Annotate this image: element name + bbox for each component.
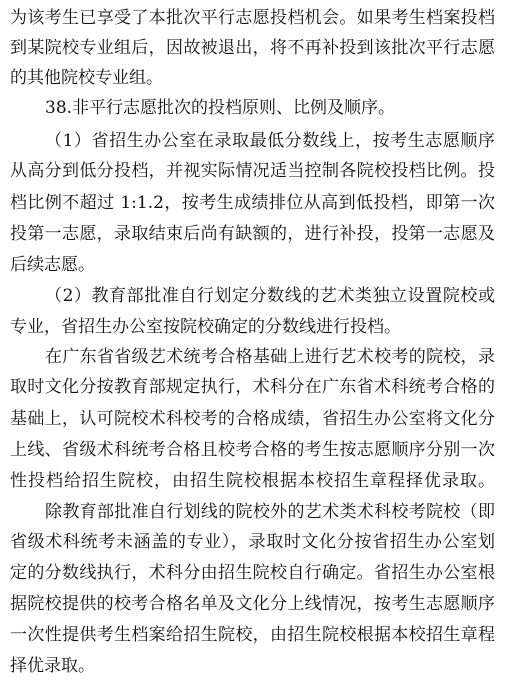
text-line: 档比例不超过 1:1.2，按考生成绩排位从高到低投档，即第一次 [10,193,495,213]
text-line: 到某院校专业组后，因故被退出，将不再补投到该批次平行志愿 [10,38,495,58]
text-line: 定的分数线执行，术科分由招生院校自行确定。省招生办公室根 [10,563,495,583]
text-line: 上线、省级术科统考合格且校考合格的考生按志愿顺序分别一次 [10,440,495,460]
section-heading: 38.非平行志愿批次的投档原则、比例及顺序。 [45,98,396,118]
text-line: 后续志愿。 [10,255,95,275]
text-line: （1）省招生办公室在录取最低分数线上，按考生志愿顺序 [45,131,495,151]
text-line: （2）教育部批准自行划定分数线的艺术类独立设置院校或 [45,286,495,306]
text-line: 取时文化分按教育部规定执行，术科分在广东省术科统考合格的 [10,377,495,397]
text-line: 据院校提供的校考合格名单及文化分上线情况，按考生志愿顺序 [10,594,495,614]
text-line: 省级术科统考未涵盖的专业），录取时文化分按省招生办公室划 [10,532,495,552]
text-line: 的其他院校专业组。 [10,68,163,88]
text-line: 在广东省省级艺术统考合格基础上进行艺术校考的院校，录 [45,347,495,367]
text-line: 一次性提供考生档案给招生院校，由招生院校根据本校招生章程 [10,625,495,645]
text-line: 性投档给招生院校，由招生院校根据本校招生章程择优录取。 [10,471,495,491]
text-line: 专业，省招生办公室按院校确定的分数线进行投档。 [10,317,401,337]
text-line: 基础上，认可院校术科校考的合格成绩，省招生办公室将文化分 [10,409,495,429]
text-line: 除教育部批准自行划线的院校外的艺术类术科校考院校（即 [45,502,495,522]
text-line: 投第一志愿，录取结束后尚有缺额的，进行补投，投第一志愿及 [10,224,495,244]
text-line: 从高分到低分投档，并视实际情况适当控制各院校投档比例。投 [10,161,495,181]
text-line: 择优录取。 [10,656,95,676]
text-line: 为该考生已享受了本批次平行志愿投档机会。如果考生档案投档 [10,8,495,28]
